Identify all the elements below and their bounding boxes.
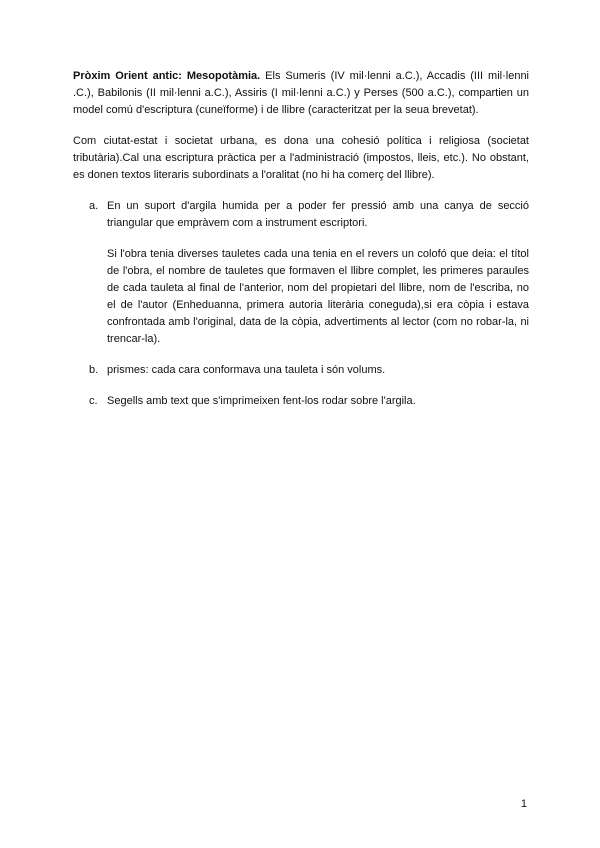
intro-text: Els Sumeris (IV mil·lenni a.C.), Accadis (III mil·lenni .C.), Babilonis (II mil·lenni a.C.), Assiris (I mil·lenni a.C.) y Perses (500 a.C.), compartien un model comú d'escriptura (cuneïforme) i de llibre (caracteritzat per la seua brevetat). <box>73 70 530 116</box>
list-item-text: Segells amb text que s'imprimeixen fent-los rodar sobre l'argila. <box>107 395 416 407</box>
colophon-paragraph: Si l'obra tenia diverses tauletes cada una tenia en el revers un colofó que deia: el títol de l'obra, el nombre de tauletes que formaven el llibre complet, les primeres paraules de cada tauleta al final de l'anterior, nom del propietari del llibre, nom de l'escriba, no el de l'autor (Enheduanna, primera autoria literària coneguda),si era còpia i estava confrontada amb l'original, data de la còpia, advertiments al lector (com no robar-la, ni trencar-la). <box>107 248 529 345</box>
document-page <box>73 68 529 424</box>
list-item-text: prismes: cada cara conformava una tauleta i són volums. <box>107 364 386 376</box>
list-marker: a. <box>89 200 99 212</box>
section-heading: Pròxim Orient antic: Mesopotàmia. <box>73 70 261 82</box>
list-marker: b. <box>89 364 99 376</box>
list-item-b <box>73 362 529 379</box>
list-item-text: En un suport d'argila humida per a poder fer pressió amb una canya de secció triangular que empràvem com a instrument escriptori. <box>107 200 529 229</box>
list-marker: c. <box>89 395 98 407</box>
intro-paragraph <box>73 68 529 119</box>
list-item-a <box>73 198 529 348</box>
city-state-paragraph: Com ciutat-estat i societat urbana, es dona una cohesió política i religiosa (societat tributària).Cal una escriptura pràctica per a l'administració (impostos, lleis, etc.). No obstant, es donen textos literaris subordinats a l'oralitat (no hi ha comerç del llibre). <box>73 135 529 181</box>
page-number: 1 <box>520 798 527 810</box>
list-item-c <box>73 393 529 410</box>
